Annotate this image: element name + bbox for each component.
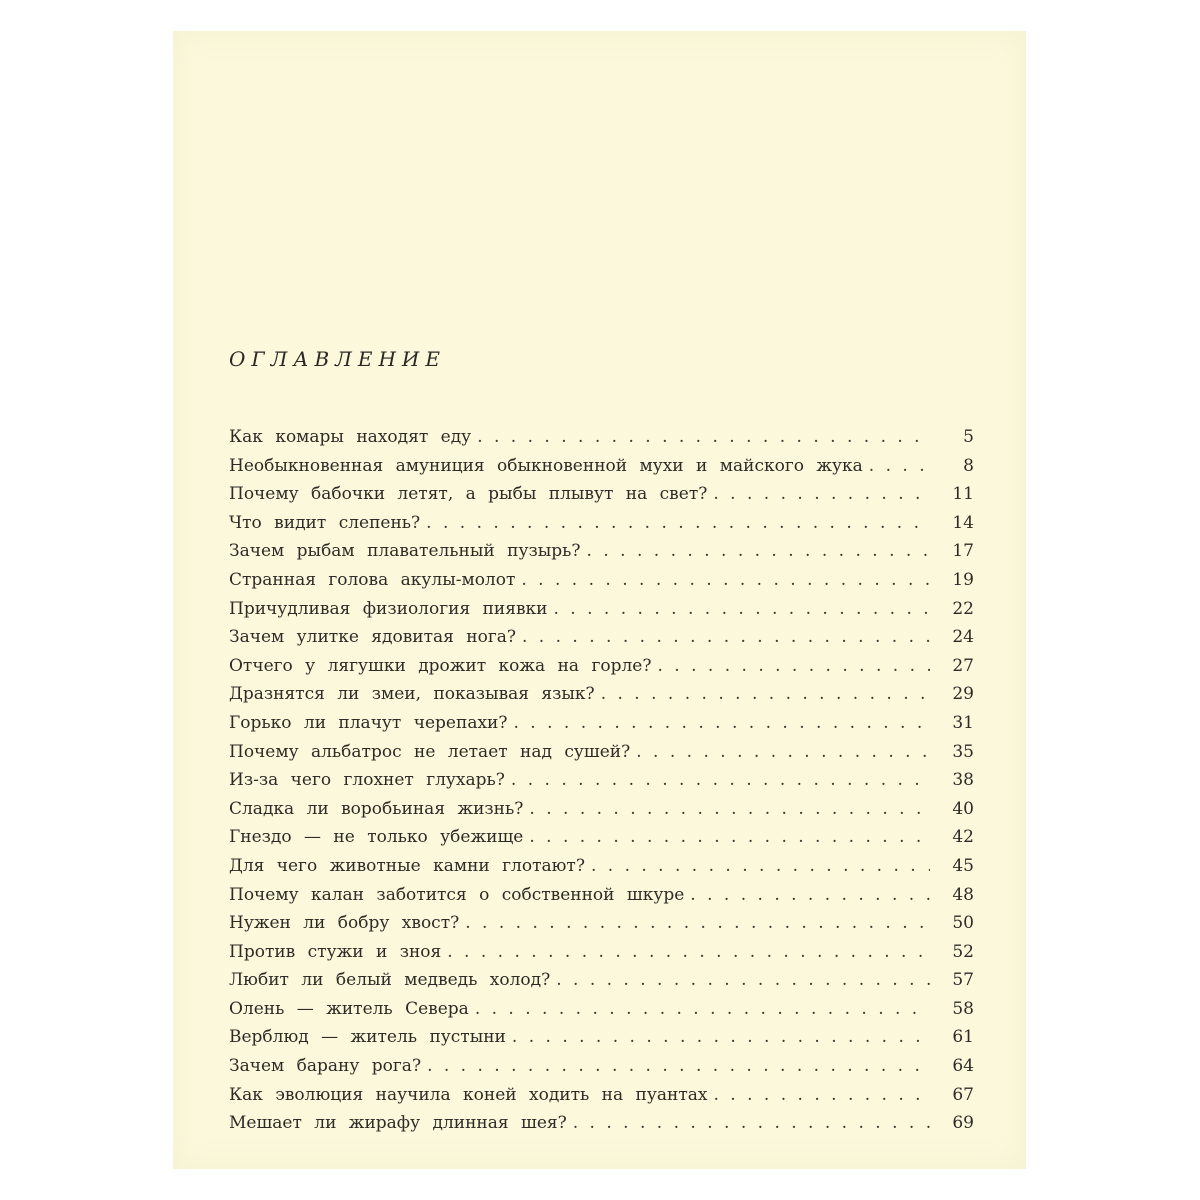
toc-dot-leader [426, 513, 930, 533]
toc-entry [229, 913, 974, 942]
toc-list [229, 427, 974, 1142]
toc-entry-page-number: 19 [952, 569, 974, 590]
toc-entry-page-number: 29 [952, 684, 974, 705]
toc-entry-title: Как комары находят еду [229, 427, 472, 447]
toc-entry-page-number: 17 [952, 541, 974, 562]
toc-dot-leader [554, 599, 931, 619]
toc-entry [229, 713, 974, 742]
toc-entry-title: Зачем рыбам плавательный пузырь? [229, 541, 581, 562]
toc-entry-page-number: 38 [952, 770, 974, 791]
toc-entry [229, 770, 974, 799]
toc-entry-page-number: 52 [952, 941, 974, 962]
toc-entry-page-number: 14 [952, 512, 974, 533]
toc-entry-title: Дразнятся ли змеи, показывая язык? [229, 684, 595, 705]
toc-dot-leader [447, 942, 930, 962]
toc-entry-page-number: 5 [963, 427, 974, 447]
toc-dot-leader [522, 627, 930, 647]
toc-entry [229, 1085, 974, 1114]
toc-entry-page-number: 57 [952, 970, 974, 991]
toc-dot-leader [556, 970, 930, 990]
toc-entry-title: Что видит слепень? [229, 512, 421, 533]
toc-entry [229, 942, 974, 971]
toc-entry-title: Необыкновенная амуниция обыкновенной мухи и майского жука [229, 455, 863, 476]
toc-dot-leader [587, 541, 930, 561]
toc-dot-leader [477, 427, 930, 447]
toc-heading: ОГЛАВЛЕНИЕ [229, 347, 446, 371]
toc-entry [229, 684, 974, 713]
toc-entry-page-number: 48 [952, 884, 974, 905]
toc-dot-leader [511, 770, 930, 790]
toc-entry [229, 627, 974, 656]
toc-entry [229, 599, 974, 628]
toc-entry-title: Странная голова акулы-молот [229, 569, 516, 590]
toc-entry-page-number: 22 [952, 598, 974, 619]
toc-entry [229, 856, 974, 885]
toc-entry-page-number: 11 [952, 484, 974, 505]
toc-dot-leader [591, 856, 930, 876]
toc-entry-title: Почему альбатрос не летает над сушей? [229, 741, 631, 762]
toc-entry-page-number: 40 [952, 798, 974, 819]
toc-entry [229, 827, 974, 856]
toc-entry [229, 541, 974, 570]
toc-entry-page-number: 42 [952, 827, 974, 848]
toc-entry-title: Зачем барану рога? [229, 1056, 422, 1077]
toc-entry-title: Верблюд — житель пустыни [229, 1027, 506, 1048]
toc-entry-title: Как эволюция научила коней ходить на пуантах [229, 1084, 708, 1105]
toc-dot-leader [636, 742, 930, 762]
toc-dot-leader [427, 1056, 930, 1076]
toc-entry-title: Для чего животные камни глотают? [229, 855, 585, 876]
toc-entry [229, 799, 974, 828]
toc-entry-page-number: 27 [952, 655, 974, 676]
toc-entry-page-number: 31 [952, 712, 974, 733]
toc-entry-title: Причудливая физиология пиявки [229, 598, 548, 619]
toc-entry-title: Сладка ли воробьиная жизнь? [229, 798, 524, 819]
toc-entry-title: Отчего у лягушки дрожит кожа на горле? [229, 655, 652, 676]
toc-entry-page-number: 69 [952, 1113, 974, 1134]
toc-dot-leader [521, 570, 930, 590]
toc-entry [229, 742, 974, 771]
toc-dot-leader [465, 913, 930, 933]
toc-entry [229, 885, 974, 914]
toc-entry-title: Любит ли белый медведь холод? [229, 970, 551, 991]
toc-dot-leader [869, 456, 930, 476]
toc-dot-leader [713, 1085, 930, 1105]
toc-entry-title: Из-за чего глохнет глухарь? [229, 770, 505, 791]
toc-dot-leader [512, 1027, 930, 1047]
toc-entry-page-number: 67 [952, 1084, 974, 1105]
toc-dot-leader [690, 885, 930, 905]
toc-entry-title: Олень — житель Севера [229, 998, 469, 1019]
toc-dot-leader [573, 1113, 930, 1133]
book-page [173, 31, 1026, 1169]
toc-dot-leader [601, 684, 930, 704]
toc-entry [229, 427, 974, 456]
toc-entry-page-number: 64 [952, 1056, 974, 1077]
toc-entry [229, 970, 974, 999]
toc-entry [229, 513, 974, 542]
toc-dot-leader [529, 799, 930, 819]
toc-entry-title: Горько ли плачут черепахи? [229, 712, 508, 733]
toc-dot-leader [657, 656, 930, 676]
toc-entry-page-number: 61 [952, 1027, 974, 1048]
toc-dot-leader [713, 484, 930, 504]
toc-entry [229, 656, 974, 685]
toc-entry [229, 456, 974, 485]
toc-entry [229, 484, 974, 513]
toc-entry [229, 1056, 974, 1085]
toc-entry-title: Против стужи и зноя [229, 941, 442, 962]
toc-entry-title: Почему бабочки летят, а рыбы плывут на свет? [229, 484, 708, 505]
toc-entry-page-number: 50 [952, 913, 974, 934]
toc-entry [229, 570, 974, 599]
toc-entry-title: Почему калан заботится о собственной шкуре [229, 884, 685, 905]
toc-entry-title: Нужен ли бобру хвост? [229, 913, 460, 934]
toc-entry-page-number: 35 [952, 741, 974, 762]
toc-entry-page-number: 45 [952, 855, 974, 876]
toc-entry-page-number: 8 [963, 455, 974, 476]
toc-dot-leader [475, 999, 930, 1019]
toc-entry-page-number: 58 [952, 998, 974, 1019]
toc-dot-leader [513, 713, 930, 733]
toc-entry-title: Зачем улитке ядовитая нога? [229, 627, 516, 648]
toc-entry-page-number: 24 [952, 627, 974, 648]
toc-entry [229, 999, 974, 1028]
toc-dot-leader [529, 827, 930, 847]
toc-entry [229, 1027, 974, 1056]
toc-entry [229, 1113, 974, 1142]
toc-entry-title: Мешает ли жирафу длинная шея? [229, 1113, 567, 1134]
toc-entry-title: Гнездо — не только убежище [229, 827, 524, 848]
